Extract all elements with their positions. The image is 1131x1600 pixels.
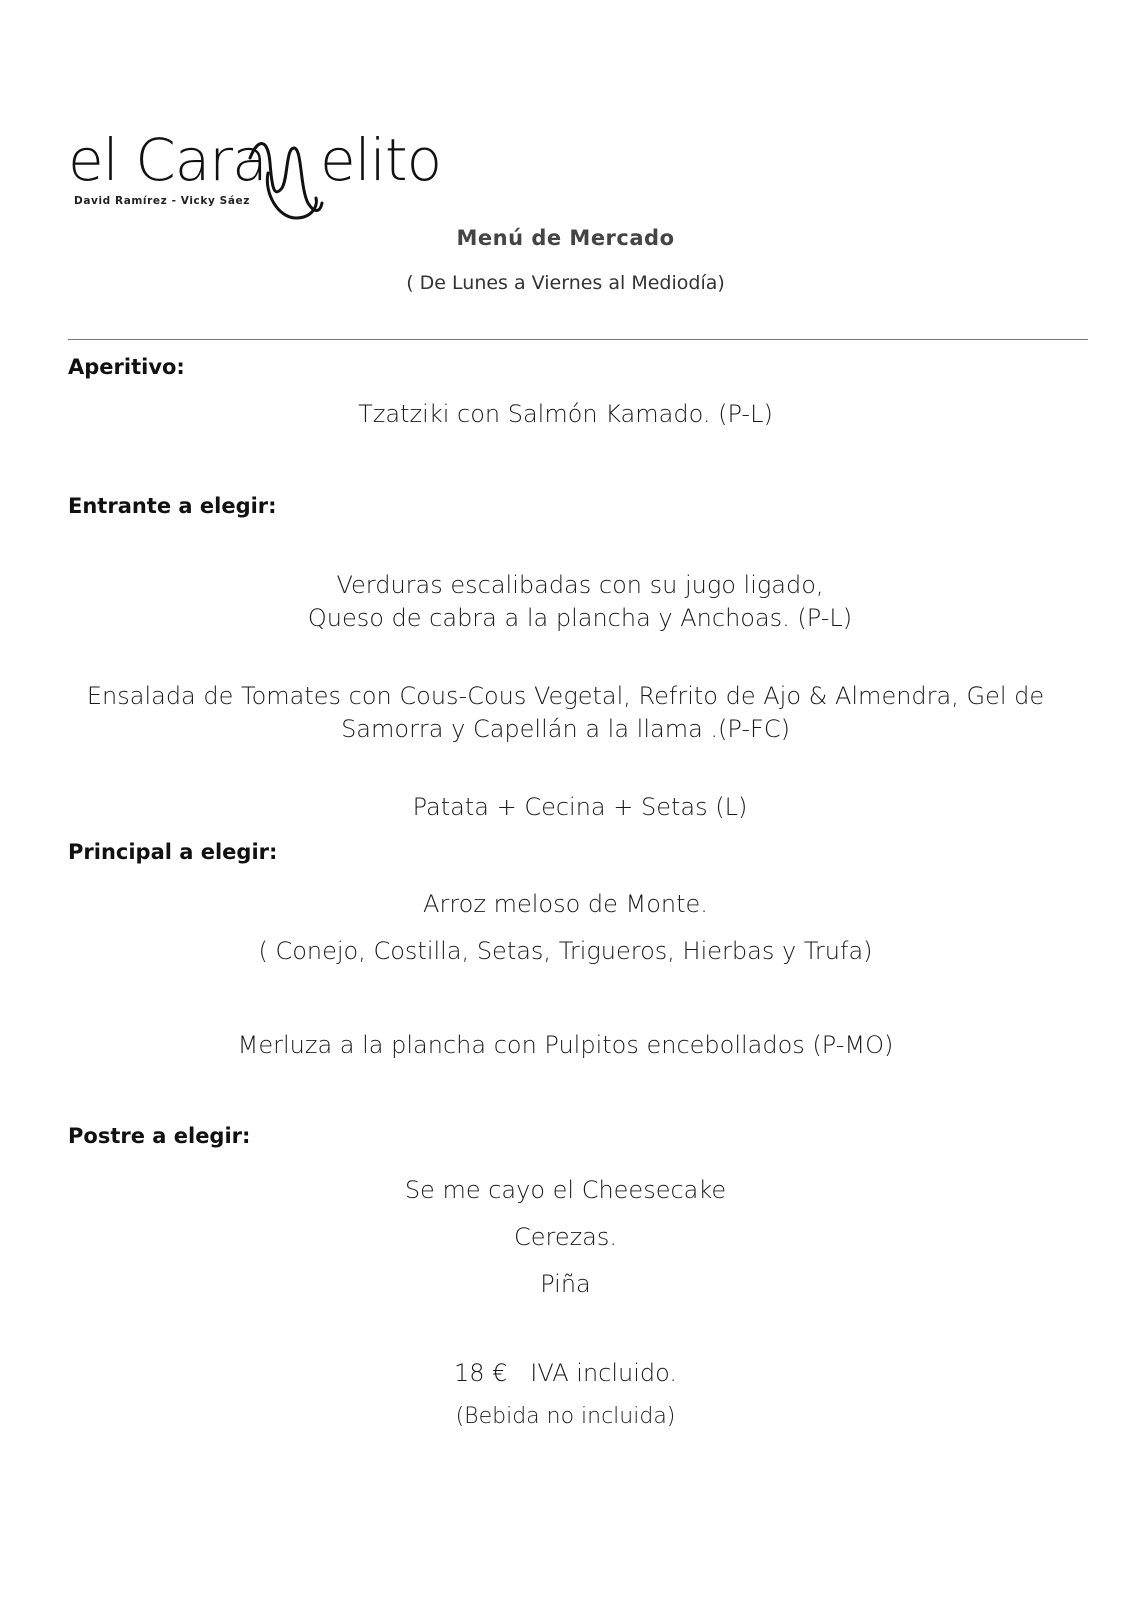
postre-item: Cerezas. (513, 1223, 618, 1251)
menu-price: 18 € IVA incluido. (453, 1359, 678, 1387)
entrante-item-line: Patata + Cecina + Setas (L) (412, 793, 748, 821)
section-heading-principal: Principal a elegir: (68, 840, 278, 864)
svg-text:el Cara: el Cara (68, 126, 267, 194)
menu-title: Menú de Mercado (456, 226, 675, 250)
svg-text:David Ramírez - Vicky Sáez: David Ramírez - Vicky Sáez (74, 195, 250, 207)
divider (68, 339, 1088, 340)
svg-text:elito: elito (320, 126, 442, 194)
entrante-item-line: Ensalada de Tomates con Cous-Cous Vegetal, Refrito de Ajo & Almendra, Gel de (86, 682, 1045, 710)
entrante-item-line: Verduras escalibadas con su jugo ligado, (336, 571, 824, 599)
postre-item: Piña (540, 1270, 591, 1298)
principal-item-detail: ( Conejo, Costilla, Setas, Trigueros, Hierbas y Trufa) (258, 937, 873, 965)
aperitivo-item: Tzatziki con Salmón Kamado. (P-L) (358, 400, 773, 428)
restaurant-logo (68, 118, 442, 228)
menu-schedule: ( De Lunes a Viernes al Mediodía) (406, 272, 725, 294)
entrante-item (80, 791, 1080, 824)
logo-wordmark (68, 118, 442, 228)
principal-item: Arroz meloso de Monte. (423, 890, 708, 918)
section-heading-postre: Postre a elegir: (68, 1124, 251, 1148)
principal-item: Merluza a la plancha con Pulpitos encebollados (P-MO) (237, 1031, 894, 1059)
entrante-item (80, 569, 1080, 635)
section-heading-entrante: Entrante a elegir: (68, 494, 277, 518)
drinks-note: (Bebida no incluida) (455, 1404, 676, 1429)
entrante-item-line: Queso de cabra a la plancha y Anchoas. (P-L) (307, 604, 853, 632)
postre-item: Se me cayo el Cheesecake (404, 1176, 727, 1204)
entrante-item-line: Samorra y Capellán a la llama .(P-FC) (341, 715, 790, 743)
entrante-item (60, 680, 1071, 746)
section-heading-aperitivo: Aperitivo: (68, 355, 185, 379)
